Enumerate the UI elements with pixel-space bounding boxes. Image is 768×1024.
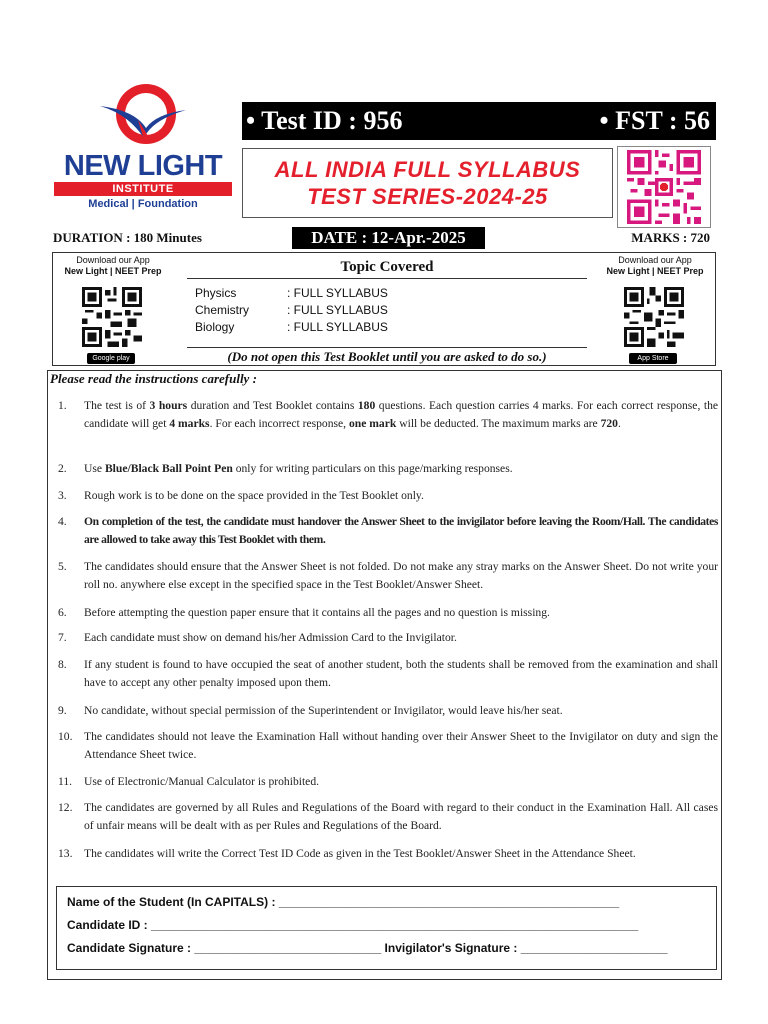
instruction-text: Rough work is to be done on the space provided in the Test Booklet only. (84, 489, 424, 502)
instruction-text: The candidates should not leave the Examination Hall without handing over their Answer Sheet to the Invigilator on duty and sign the Attendance Sheet twice. (84, 730, 718, 761)
instruction-item (58, 773, 718, 791)
instruction-text: If any student is found to have occupied the seat of another student, both the students shall be removed from the examination and shall have to accept any other penalty imposed upon them. (84, 658, 718, 689)
instruction-number: 6. (58, 606, 67, 619)
logo-swoosh-icon (98, 80, 188, 154)
app-download-label: Download our App (76, 255, 150, 265)
subject-name: Chemistry (195, 303, 250, 317)
booklet-note (187, 347, 587, 366)
subject-value: : FULL SYLLABUS (287, 286, 388, 300)
qr-code-google-play[interactable] (77, 285, 147, 349)
signature-fields[interactable]: Candidate Signature : ____________________________ Invigilator's Signature : ______________________ (67, 941, 668, 955)
qr-code-app-store[interactable] (619, 285, 689, 349)
instructions-heading: Please read the instructions carefully : (50, 371, 257, 386)
logo-tagline: Medical | Foundation (88, 198, 198, 210)
instruction-text: The candidates should ensure that the Answer Sheet is not folded. Do not make any stray marks on the Answer Sheet. Do not write your roll no. anywhere else except in the specified space in the Test Booklet/Answer Sheet. (84, 560, 718, 591)
instruction-number: 2. (58, 462, 67, 475)
series-title-line1: ALL INDIA FULL SYLLABUS (274, 157, 581, 182)
subject-value: : FULL SYLLABUS (287, 320, 388, 334)
instruction-text: Before attempting the question paper ensure that it contains all the pages and no question is missing. (84, 606, 550, 619)
instruction-number: 5. (58, 560, 67, 573)
instruction-item (58, 604, 718, 622)
instruction-item (58, 799, 718, 835)
instruction-item (58, 460, 718, 478)
instruction-text: The candidates will write the Correct Test ID Code as given in the Test Booklet/Answer Sheet in the Attendance Sheet. (84, 847, 636, 860)
max-marks: MARKS : 720 (631, 230, 710, 245)
instruction-item (58, 728, 718, 764)
topic-covered-panel (187, 255, 587, 345)
instruction-number: 10. (58, 730, 73, 743)
test-id-bar (242, 102, 716, 140)
test-id: • Test ID : 956 (246, 106, 403, 135)
qr-code-icon (622, 287, 686, 347)
instruction-number: 1. (58, 399, 67, 412)
instruction-number: 3. (58, 489, 67, 502)
instruction-text: The candidates are governed by all Rules and Regulations of the Board with regard to their conduct in the Examination Hall. All cases of unfair means will be dealt with as per Rules and Regulations of the Board. (84, 801, 718, 832)
app-download-right (595, 253, 715, 365)
instruction-item (58, 845, 718, 863)
app-name: New Light | NEET Prep (64, 266, 162, 276)
instruction-item (58, 487, 718, 505)
series-title-line2: TEST SERIES-2024-25 (307, 184, 548, 209)
instruction-number: 13. (58, 847, 73, 860)
qr-code-top[interactable] (617, 146, 711, 228)
qr-code-icon (622, 150, 706, 224)
subject-name: Physics (195, 286, 237, 300)
instruction-number: 9. (58, 704, 67, 717)
topic-covered-title: Topic Covered (187, 255, 587, 279)
instruction-text: Use Blue/Black Ball Point Pen only for writing particulars on this page/marking responses. (84, 462, 513, 475)
instruction-number: 12. (58, 801, 73, 814)
topic-box (52, 252, 716, 366)
subject-name: Biology (195, 320, 235, 334)
series-title (243, 156, 612, 210)
instruction-number: 7. (58, 631, 67, 644)
instruction-item (58, 397, 718, 433)
google-play-badge[interactable]: Google play (87, 353, 135, 364)
instruction-text: On completion of the test, the candidate must handover the Answer Sheet to the invigilator before leaving the Room/Hall. The candidates are allowed to take away this Test Booklet with them. (84, 515, 718, 546)
subject-row-biology (195, 319, 388, 336)
logo-name: NEW LIGHT (63, 150, 223, 182)
fst-number: • FST : 56 (599, 106, 710, 135)
candidate-id-field[interactable]: Candidate ID : _________________________________________________________________________ (67, 918, 639, 932)
logo-institute-bar: INSTITUTE (54, 182, 232, 196)
instruction-number: 4. (58, 515, 67, 528)
app-store-badge[interactable]: App Store (629, 353, 677, 364)
instruction-text: No candidate, without special permission of the Superintendent or Invigilator, would leave his/her seat. (84, 704, 563, 717)
instruction-item (58, 629, 718, 647)
booklet-note-text: (Do not open this Test Booklet until you are asked to do so.) (227, 349, 547, 364)
qr-code-icon (80, 287, 144, 347)
institute-logo (50, 80, 236, 215)
app-name: New Light | NEET Prep (606, 266, 704, 276)
student-name-field[interactable]: Name of the Student (In CAPITALS) : ___________________________________________________ (67, 895, 620, 909)
subject-value: : FULL SYLLABUS (287, 303, 388, 317)
instruction-text: Use of Electronic/Manual Calculator is prohibited. (84, 775, 320, 788)
instruction-item (58, 702, 718, 720)
instruction-item (58, 558, 718, 594)
subject-row-physics (195, 285, 388, 302)
instruction-text: The test is of 3 hours duration and Test Booklet contains 180 questions. Each question carries 4 marks. For each correct response, the candidate will get 4 marks. For each incorrect response, one mark will be deducted. The maximum marks are 720. (84, 399, 719, 430)
duration: DURATION : 180 Minutes (53, 230, 202, 245)
test-date: DATE : 12-Apr.-2025 (292, 227, 485, 249)
instruction-number: 8. (58, 658, 67, 671)
instruction-number: 11. (58, 775, 73, 788)
instruction-item (58, 513, 718, 549)
series-title-box (242, 148, 613, 218)
subject-row-chemistry (195, 302, 388, 319)
app-download-label: Download our App (618, 255, 692, 265)
student-details-form (56, 886, 717, 970)
app-download-left (53, 253, 173, 365)
instruction-text: Each candidate must show on demand his/her Admission Card to the Invigilator. (84, 631, 457, 644)
instruction-item (58, 656, 718, 692)
